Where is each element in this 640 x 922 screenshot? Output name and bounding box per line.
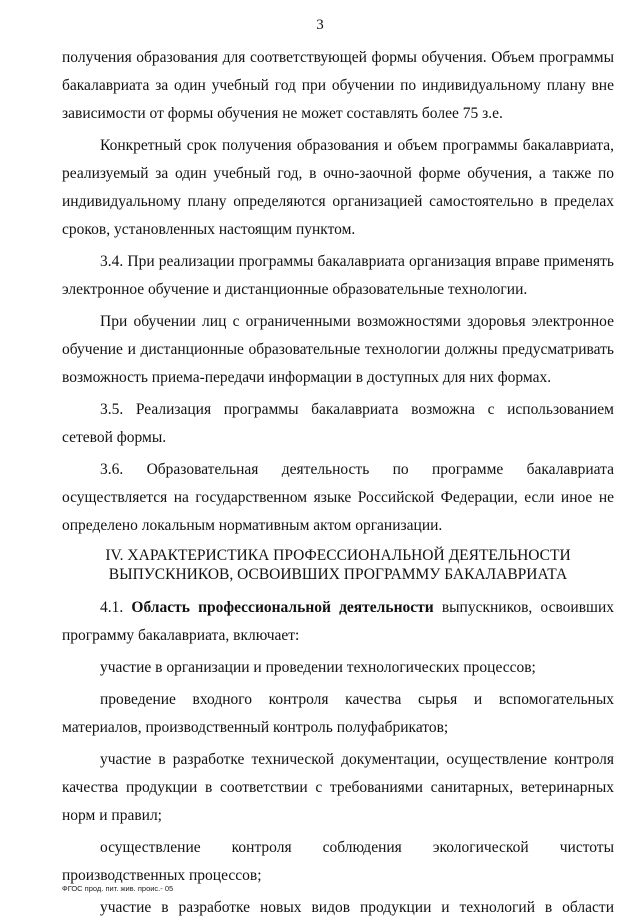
clause-rest: выпускников, освоивших программу бакалавриата, включает: bbox=[62, 599, 615, 644]
paragraph-3-4: 3.4. При реализации программы бакалавриата организация вправе применять электронное обучение и дистанционные образовательные технологии. bbox=[62, 253, 614, 298]
list-item: участие в разработке технической документации, осуществление контроля качества продукции в соответствии с требованиями санитарных, ветеринарных норм и правил; bbox=[62, 751, 614, 824]
list-item: проведение входного контроля качества сырья и вспомогательных материалов, производственный контроль полуфабрикатов; bbox=[62, 691, 614, 736]
clause-bold-term: Область профессиональной деятельности bbox=[131, 599, 434, 616]
paragraph-3-6: 3.6. Образовательная деятельность по программе бакалавриата осуществляется на государственном языке Российской Федерации, если иное не определено локальным нормативным актом организации. bbox=[62, 461, 614, 534]
list-item: участие в разработке новых видов продукции и технологий в области bbox=[100, 899, 614, 916]
list-item: участие в организации и проведении технологических процессов; bbox=[100, 659, 536, 676]
footer-code: ФГОС прод. пит. жив. проис.- 05 bbox=[62, 884, 174, 893]
document-body bbox=[62, 44, 614, 922]
section-heading-line2: ВЫПУСКНИКОВ, ОСВОИВШИХ ПРОГРАММУ БАКАЛАВРИАТА bbox=[108, 566, 568, 583]
paragraph-3-5: 3.5. Реализация программы бакалавриата возможна с использованием сетевой формы. bbox=[62, 401, 614, 446]
section-heading bbox=[62, 546, 614, 584]
section-heading-line1: IV. ХАРАКТЕРИСТИКА ПРОФЕССИОНАЛЬНОЙ ДЕЯТЕЛЬНОСТИ bbox=[105, 547, 571, 564]
list-item: осуществление контроля соблюдения экологической чистоты производственных процессов; bbox=[62, 839, 614, 884]
paragraph-duration: Конкретный срок получения образования и объем программы бакалавриата, реализуемый за один учебный год, в очно-заочной форме обучения, а также по индивидуальному плану определяются организацией самостоятельно в пределах сроков, установленных настоящим пунктом. bbox=[62, 137, 614, 238]
paragraph-continuation: получения образования для соответствующей формы обучения. Объем программы бакалавриата за один учебный год при обучении по индивидуальному плану вне зависимости от формы обучения не может составлять более 75 з.е. bbox=[62, 49, 614, 122]
page-number: 3 bbox=[316, 17, 324, 33]
paragraph-disabilities: При обучении лиц с ограниченными возможностями здоровья электронное обучение и дистанционные образовательные технологии должны предусматривать возможность приема-передачи информации в доступных для них формах. bbox=[62, 313, 614, 386]
clause-number: 4.1. bbox=[100, 599, 124, 616]
clause-4-1 bbox=[62, 594, 614, 650]
